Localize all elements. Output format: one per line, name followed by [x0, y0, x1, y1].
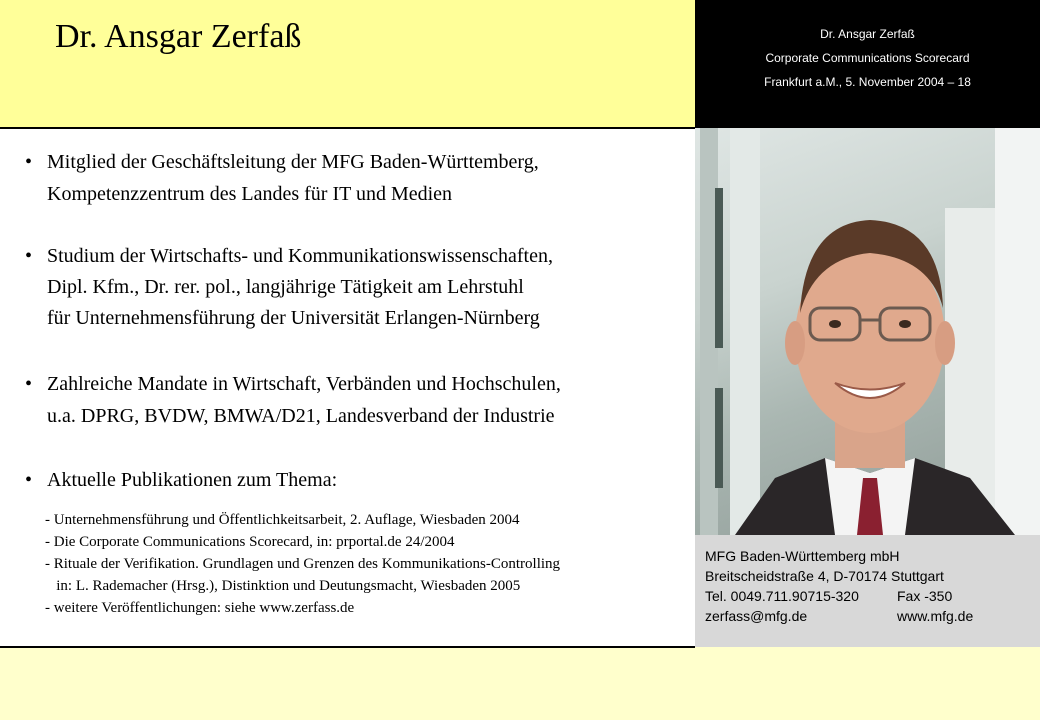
page-title: Dr. Ansgar Zerfaß: [55, 18, 302, 55]
bullet-line: für Unternehmensführung der Universität Erlangen-Nürnberg: [47, 307, 540, 329]
bullet-line: Dipl. Kfm., Dr. rer. pol., langjährige Tätigkeit am Lehrstuhl: [47, 276, 524, 298]
contact-address: Breitscheidstraße 4, D-70174 Stuttgart: [705, 568, 944, 584]
content-area: [0, 129, 695, 646]
divider-bottom: [0, 646, 695, 648]
publication-line: - weitere Veröffentlichungen: siehe www.zerfass.de: [45, 600, 355, 616]
publication-line: in: L. Rademacher (Hrsg.), Distinktion und Deutungsmacht, Wiesbaden 2005: [45, 578, 521, 594]
bullet-line: Aktuelle Publikationen zum Thema:: [47, 469, 338, 491]
contact-box: [695, 535, 1040, 647]
title-bar: [0, 0, 695, 128]
bullet-dot: •: [25, 151, 33, 173]
portrait-photo: [695, 128, 1040, 535]
bullet-line: Mitglied der Geschäftsleitung der MFG Baden-Württemberg,: [47, 151, 539, 173]
bullet-dot: •: [25, 245, 33, 267]
bullet-line: Zahlreiche Mandate in Wirtschaft, Verbänden und Hochschulen,: [47, 373, 561, 395]
publication-line: - Rituale der Verifikation. Grundlagen und Grenzen des Kommunikations-Controlling: [45, 556, 561, 572]
bullet-dot: •: [25, 469, 33, 491]
contact-tel: Tel. 0049.711.90715-320: [705, 588, 859, 604]
header-author: Dr. Ansgar Zerfaß: [820, 27, 915, 41]
contact-web-link[interactable]: www.mfg.de: [897, 608, 974, 624]
header-topic: Corporate Communications Scorecard: [765, 51, 970, 65]
bullet-line: u.a. DPRG, BVDW, BMWA/D21, Landesverband der Industrie: [47, 405, 555, 427]
header-box: [695, 0, 1040, 128]
bullet-line: Kompetenzzentrum des Landes für IT und Medien: [47, 183, 453, 205]
portrait-illustration: [695, 128, 1040, 535]
contact-fax: Fax -350: [897, 588, 953, 604]
publication-line: - Unternehmensführung und Öffentlichkeitsarbeit, 2. Auflage, Wiesbaden 2004: [45, 512, 520, 528]
bullet-line: Studium der Wirtschafts- und Kommunikationswissenschaften,: [47, 245, 553, 267]
contact-email-link[interactable]: zerfass@mfg.de: [705, 608, 808, 624]
bullet-dot: •: [25, 373, 33, 395]
publication-line: - Die Corporate Communications Scorecard, in: prportal.de 24/2004: [45, 534, 455, 550]
header-event: Frankfurt a.M., 5. November 2004 – 18: [764, 75, 971, 89]
contact-company: MFG Baden-Württemberg mbH: [705, 548, 900, 564]
